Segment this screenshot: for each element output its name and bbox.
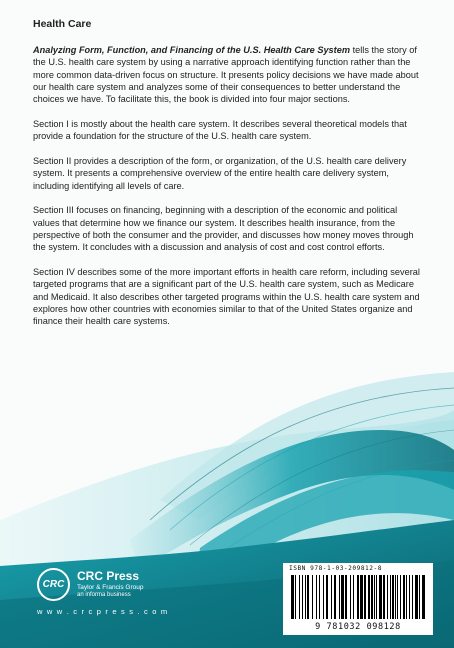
publisher-url: w w w . c r c p r e s s . c o m bbox=[37, 607, 169, 616]
barcode-bar bbox=[397, 575, 398, 619]
barcode-bar bbox=[392, 575, 394, 619]
barcode-bar bbox=[400, 575, 401, 619]
barcode-bar bbox=[323, 575, 324, 619]
barcode-bar bbox=[353, 575, 354, 619]
barcode-bar bbox=[406, 575, 407, 619]
crc-logo-icon bbox=[37, 568, 70, 601]
barcode-bar bbox=[357, 575, 360, 619]
barcode-bar bbox=[319, 575, 320, 619]
barcode-bars bbox=[291, 575, 427, 619]
barcode-bar bbox=[331, 575, 333, 619]
publisher-block bbox=[37, 565, 197, 625]
barcode-bar bbox=[403, 575, 406, 619]
section-3-paragraph: Section III focuses on financing, beginning with a description of the economic and political values that determine how we finance our system. It describes health insurance, from the perspective of both the consumer and the provider, and discusses how money moves through the system. It concludes with a discussion and analysis of cost and cost control efforts. bbox=[33, 205, 414, 253]
barcode-bar bbox=[326, 575, 328, 619]
barcode-bar bbox=[395, 575, 397, 619]
barcode-bar bbox=[422, 575, 423, 619]
barcode-bar bbox=[379, 575, 382, 619]
cover-text bbox=[33, 18, 425, 340]
barcode-bar bbox=[387, 575, 388, 619]
barcode-bar bbox=[412, 575, 414, 619]
barcode-bar bbox=[360, 575, 363, 619]
barcode-bar bbox=[390, 575, 391, 619]
intro-paragraph bbox=[33, 44, 425, 105]
barcode-bar bbox=[295, 575, 297, 619]
barcode-bar bbox=[368, 575, 370, 619]
barcode-bar bbox=[364, 575, 366, 619]
barcode-bar bbox=[415, 575, 418, 619]
barcode-bar bbox=[371, 575, 373, 619]
section-4-paragraph: Section IV describes some of the more important efforts in health care reform, including several targeted programs that are a significant part of the U.S. health care system, such as Medicare and Medicaid. It also describes other targeted programs within the U.S. health care system and explores how other countries with economies similar to that of the United States organize and finance their health care systems. bbox=[33, 267, 420, 327]
barcode-bar bbox=[291, 575, 294, 619]
barcode-bar bbox=[374, 575, 375, 619]
section-2-paragraph: Section II provides a description of the form, or organization, of the U.S. health care delivery system. It presents a comprehensive overview of the entire health care delivery system, including identifying all levels of care. bbox=[33, 156, 407, 191]
barcode-bar bbox=[302, 575, 303, 619]
barcode-bar bbox=[299, 575, 300, 619]
barcode-bar bbox=[305, 575, 306, 619]
isbn-barcode bbox=[283, 563, 433, 635]
barcode-bar bbox=[423, 575, 425, 619]
publisher-group: Taylor & Francis Group bbox=[77, 584, 144, 591]
barcode-bar bbox=[316, 575, 317, 619]
barcode-bar bbox=[409, 575, 410, 619]
logo-text: CRC bbox=[42, 579, 65, 590]
category-label: Health Care bbox=[33, 18, 92, 30]
intro-text: tells the story of the U.S. health care system by using a narrative approach identifying function rather than the more common data-driven focus on structure. It presents policy decisions we have made about our health care system and analyzes some of their consequences to better understand the choices we have. To facilitate this, the book is divided into four major sections. bbox=[33, 45, 419, 105]
barcode-bar bbox=[376, 575, 377, 619]
barcode-number: 9 781032 098128 bbox=[315, 622, 401, 632]
book-title: Analyzing Form, Function, and Financing of the U.S. Health Care System bbox=[33, 45, 351, 55]
publisher-name: CRC Press bbox=[77, 569, 140, 583]
publisher-tagline: an informa business bbox=[77, 592, 131, 598]
barcode-bar bbox=[383, 575, 385, 619]
barcode-bar bbox=[339, 575, 340, 619]
isbn-text: ISBN 978-1-03-209812-8 bbox=[289, 565, 382, 572]
barcode-bar bbox=[419, 575, 420, 619]
barcode-bar bbox=[334, 575, 336, 619]
barcode-bar bbox=[341, 575, 344, 619]
section-1-paragraph: Section I is mostly about the health care system. It describes several theoretical models that provide a foundation for the structure of the U.S. health care system. bbox=[33, 118, 407, 142]
barcode-bar bbox=[345, 575, 347, 619]
barcode-bar bbox=[350, 575, 351, 619]
barcode-bar bbox=[312, 575, 314, 619]
barcode-bar bbox=[307, 575, 309, 619]
